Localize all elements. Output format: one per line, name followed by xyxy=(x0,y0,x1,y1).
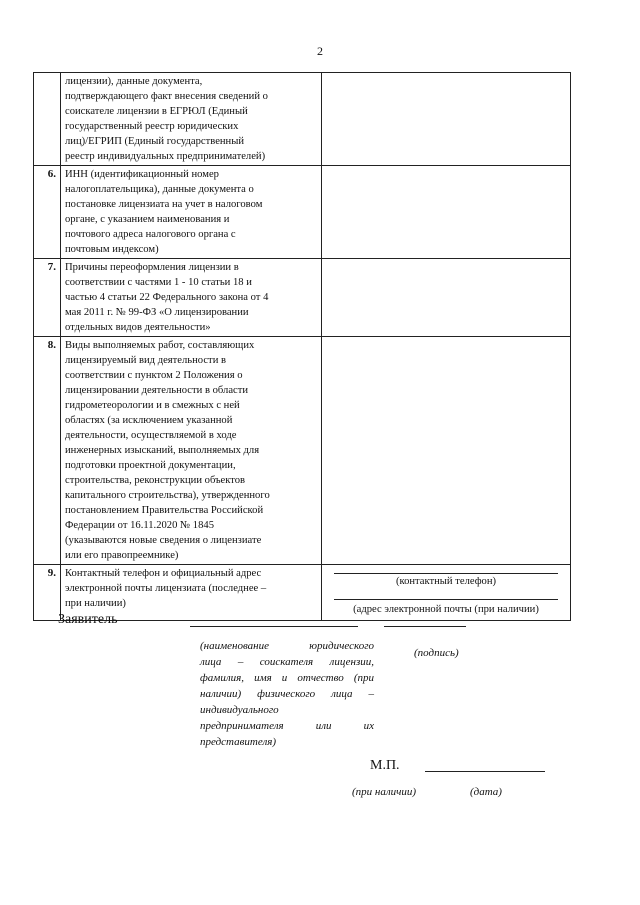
note-line: фамилия, имя и отчество (при xyxy=(200,672,374,684)
text-line: или его правопреемнике) xyxy=(65,550,179,561)
row-number: 8. xyxy=(34,337,61,565)
value-cell[interactable] xyxy=(322,166,571,259)
date-note: (дата) xyxy=(470,786,502,798)
page-number: 2 xyxy=(317,44,323,58)
text-line: Федерации от 16.11.2020 № 1845 xyxy=(65,520,214,531)
text-line: постановке лицензиата на учет в налоговом xyxy=(65,199,263,210)
row-description xyxy=(61,166,322,259)
text-line: лицензии), данные документа, xyxy=(65,76,203,87)
row-number: 7. xyxy=(34,259,61,337)
text-line: при наличии) xyxy=(65,598,126,609)
stamp-note: (при наличии) xyxy=(352,786,417,798)
note-line: индивидуального xyxy=(200,704,279,716)
text-line: Виды выполняемых работ, составляющих xyxy=(65,340,255,351)
table-row xyxy=(34,337,571,565)
text-line: мая 2011 г. № 99-ФЗ «О лицензировании xyxy=(65,307,249,318)
row-number: 9. xyxy=(34,565,61,621)
text-line: налогоплательщика), данные документа о xyxy=(65,184,254,195)
date-line[interactable] xyxy=(425,771,545,772)
text-line: лиц)/ЕГРИП (Единый государственный xyxy=(65,136,245,147)
value-cell[interactable] xyxy=(322,259,571,337)
text-line: капитального строительства), утвержденного xyxy=(65,490,270,501)
value-cell[interactable] xyxy=(322,73,571,166)
email-caption: (адрес электронной почты (при наличии) xyxy=(353,604,539,615)
applicant-name-note xyxy=(200,638,374,750)
row-description xyxy=(61,337,322,565)
text-line: соискателе лицензии в ЕГРЮЛ (Единый xyxy=(65,106,248,117)
text-line: государственный реестр юридических xyxy=(65,121,239,132)
row-number: 6. xyxy=(34,166,61,259)
note-line: (наименование юридического xyxy=(200,640,374,652)
text-line: электронной почты лицензиата (последнее – xyxy=(65,583,267,594)
applicant-name-line[interactable] xyxy=(190,626,358,627)
text-line: Контактный телефон и официальный адрес xyxy=(65,568,262,579)
text-line: почтовым индексом) xyxy=(65,244,159,255)
row-description xyxy=(61,259,322,337)
application-form-table xyxy=(33,72,571,621)
note-line: предпринимателя или их xyxy=(200,720,374,732)
note-line: лица – соискателя лицензии, xyxy=(200,656,374,668)
text-line: ИНН (идентификационный номер xyxy=(65,169,219,180)
signature-line[interactable] xyxy=(384,626,466,627)
text-line: соответствии с частями 1 - 10 статьи 18 и xyxy=(65,277,252,288)
table-row xyxy=(34,73,571,166)
text-line: лицензируемый вид деятельности в xyxy=(65,355,227,366)
text-line: лицензировании деятельности в области xyxy=(65,385,249,396)
contact-cell xyxy=(322,565,571,621)
table-row xyxy=(34,166,571,259)
text-line: органе, с указанием наименования и xyxy=(65,214,230,225)
phone-caption: (контактный телефон) xyxy=(395,576,497,587)
note-line: представителя) xyxy=(200,736,277,748)
applicant-label: Заявитель xyxy=(58,612,118,627)
text-line: областях (за исключением указанной xyxy=(65,415,233,426)
text-line: строительства, реконструкции объектов xyxy=(65,475,246,486)
text-line: почтового адреса налогового органа с xyxy=(65,229,236,240)
stamp-label: М.П. xyxy=(370,758,400,773)
text-line: гидрометеорологии и в смежных с ней xyxy=(65,400,240,411)
value-cell[interactable] xyxy=(322,337,571,565)
text-line: подготовки проектной документации, xyxy=(65,460,236,471)
text-line: инженерных изысканий, выполняемых для xyxy=(65,445,260,456)
text-line: реестр индивидуальных предпринимателей) xyxy=(65,151,266,162)
text-line: соответствии с пунктом 2 Положения о xyxy=(65,370,243,381)
row-number xyxy=(34,73,61,166)
text-line: отдельных видов деятельности» xyxy=(65,322,211,333)
text-line: деятельности, осуществляемой в ходе xyxy=(65,430,237,441)
table-row xyxy=(34,259,571,337)
text-line: (указываются новые сведения о лицензиате xyxy=(65,535,262,546)
note-line: наличии) физического лица – xyxy=(200,688,374,700)
text-line: Причины переоформления лицензии в xyxy=(65,262,239,273)
text-line: постановлением Правительства Российской xyxy=(65,505,264,516)
signature-note: (подпись) xyxy=(414,647,459,659)
text-line: частью 4 статьи 22 Федерального закона от 4 xyxy=(65,292,269,303)
text-line: подтверждающего факт внесения сведений о xyxy=(65,91,268,102)
email-field-line[interactable] xyxy=(334,599,558,600)
row-description xyxy=(61,73,322,166)
